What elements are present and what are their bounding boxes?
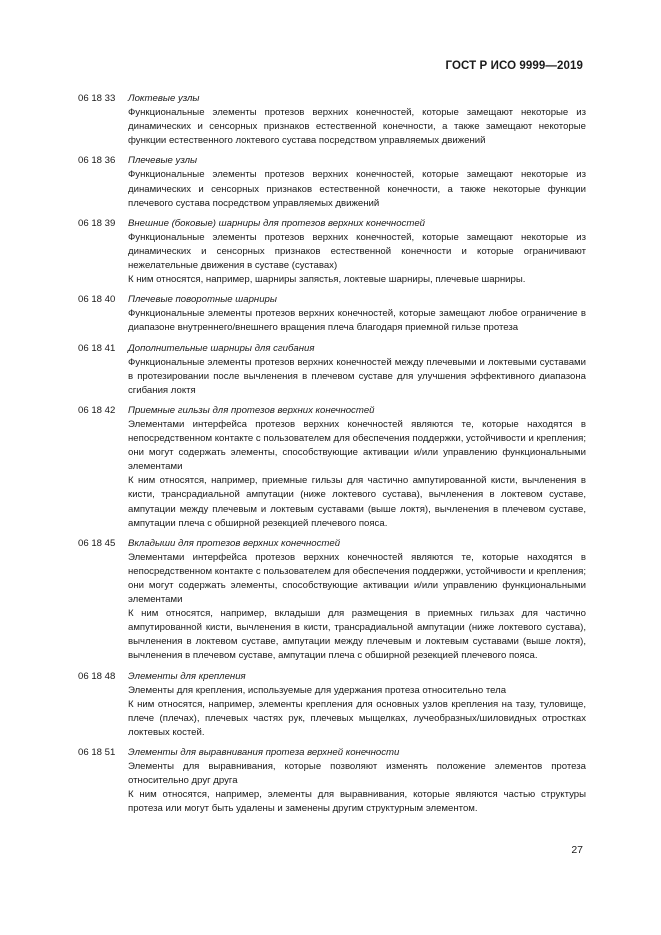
classification-entry <box>78 746 586 816</box>
entry-paragraph: Функциональные элементы протезов верхних конечностей, которые замещают некоторые из динамических и сенсорных признаков естественной конечности и которые ограничивают нежелательные движения в суставе (суставах) <box>128 231 586 272</box>
entry-code: 06 18 36 <box>78 155 116 167</box>
entry-code: 06 18 41 <box>78 342 116 354</box>
entry-paragraph: Элементами интерфейса протезов верхних конечностей являются те, которые находятся в непосредственном контакте с пользователем для обеспечения поддержки, устойчивости и крепления; они могут содержать элементы, способствующие активации и/или управлению функциональными элементами <box>128 418 586 473</box>
entry-body <box>128 404 586 531</box>
classification-entry <box>78 154 586 210</box>
document-header <box>445 60 583 72</box>
entry-body <box>128 293 586 335</box>
classification-entries <box>78 92 586 823</box>
entry-title: Элементы для крепления <box>128 670 246 682</box>
entry-code: 06 18 51 <box>78 747 116 759</box>
entry-body <box>128 537 586 664</box>
classification-entry <box>78 537 586 664</box>
entry-paragraph: Элементами интерфейса протезов верхних конечностей являются те, которые находятся в непосредственном контакте с пользователем для обеспечения поддержки, устойчивости и крепления; они могут содержать элементы, способствующие активации и/или управлению функциональными элементами <box>128 551 586 606</box>
entry-body <box>128 342 586 398</box>
classification-entry <box>78 217 586 287</box>
entry-body <box>128 217 586 287</box>
classification-entry <box>78 670 586 740</box>
entry-title: Приемные гильзы для протезов верхних конечностей <box>128 404 375 416</box>
entry-paragraph: Элементы для крепления, используемые для удержания протеза относительно тела <box>128 684 507 696</box>
entry-title: Плечевые поворотные шарниры <box>128 294 277 306</box>
entry-body <box>128 670 586 740</box>
entry-body <box>128 92 586 148</box>
standard-designation: ГОСТ Р ИСО 9999—2019 <box>445 60 583 72</box>
entry-code: 06 18 33 <box>78 93 116 104</box>
entry-title: Вкладыши для протезов верхних конечностей <box>128 537 341 549</box>
entry-paragraph: К ним относятся, например, шарниры запястья, локтевые шарниры, плечевые шарниры. <box>128 274 526 286</box>
entry-code: 06 18 40 <box>78 294 116 306</box>
classification-entry <box>78 342 586 398</box>
entry-title: Плечевые узлы <box>128 155 198 167</box>
entry-paragraph: Функциональные элементы протезов верхних конечностей, которые замещают некоторые из динамических и сенсорных признаков естественной конечности, а также некоторые функции плечевого сустава посредством управляемых движений <box>128 169 586 209</box>
entry-paragraph: К ним относятся, например, приемные гильзы для частично ампутированной кисти, вычленения в кисти, трансрадиальной ампутации (ниже локтевого сустава), вычленения в локтевом суставе, ампутации между плечевым и локтевым суставами (выше локтя), вычленения в плечевом суставе, ампутации плеча с обширной резекцией плечевого пояса. <box>128 475 586 529</box>
entry-paragraph: Функциональные элементы протезов верхних конечностей между плечевыми и локтевыми суставами в протезировании после вычленения в плечевом суставе для улучшения эффективного диапазона сгибания локтя <box>128 356 586 396</box>
entry-paragraph: К ним относятся, например, элементы для выравнивания, которые являются частью структуры протеза или могут быть удалены и заменены другим структурным элементом. <box>128 789 586 815</box>
page-number: 27 <box>571 844 583 856</box>
entry-code: 06 18 42 <box>78 404 116 416</box>
classification-entry <box>78 404 586 531</box>
entry-title: Дополнительные шарниры для сгибания <box>128 342 315 354</box>
entry-body <box>128 746 586 816</box>
classification-entry <box>78 293 586 335</box>
classification-entry <box>78 92 586 148</box>
entry-title: Локтевые узлы <box>128 93 200 104</box>
entry-paragraph: Функциональные элементы протезов верхних конечностей, которые замещают любое ограничение в диапазоне внутреннего/внешнего вращения плеча благодаря приемной гильзе протеза <box>128 308 586 334</box>
entry-paragraph: К ним относятся, например, вкладыши для размещения в приемных гильзах для частично ампутированной кисти, вычленения в кисти, трансрадиальной ампутации (ниже локтевого сустава), вычленения в локтевом суставе, ампутации между плечевым и локтевым суставами (выше локтя), вычленения в плечевом суставе, ампутации плеча с обширной резекцией плечевого пояса. <box>128 608 586 662</box>
entry-title: Внешние (боковые) шарниры для протезов верхних конечностей <box>128 217 425 229</box>
entry-code: 06 18 48 <box>78 670 116 682</box>
entry-paragraph: К ним относятся, например, элементы крепления для основных узлов крепления на тазу, туловище, плече (плечах), плечевых частях рук, плечевых мыщелках, лучеобразных/шиловидных отростках локтевых костей. <box>128 698 586 738</box>
entry-paragraph: Элементы для выравнивания, которые позволяют изменять положение элементов протеза относительно друг друга <box>128 761 586 787</box>
entry-code: 06 18 45 <box>78 537 116 549</box>
entry-code: 06 18 39 <box>78 217 116 229</box>
entry-paragraph: Функциональные элементы протезов верхних конечностей, которые замещают некоторые из динамических и сенсорных признаков естественной конечности, а также замещают некоторые функции естественного локтевого сустава посредством управляемых движений <box>128 107 586 147</box>
entry-title: Элементы для выравнивания протеза верхней конечности <box>128 747 400 759</box>
entry-body <box>128 154 586 210</box>
